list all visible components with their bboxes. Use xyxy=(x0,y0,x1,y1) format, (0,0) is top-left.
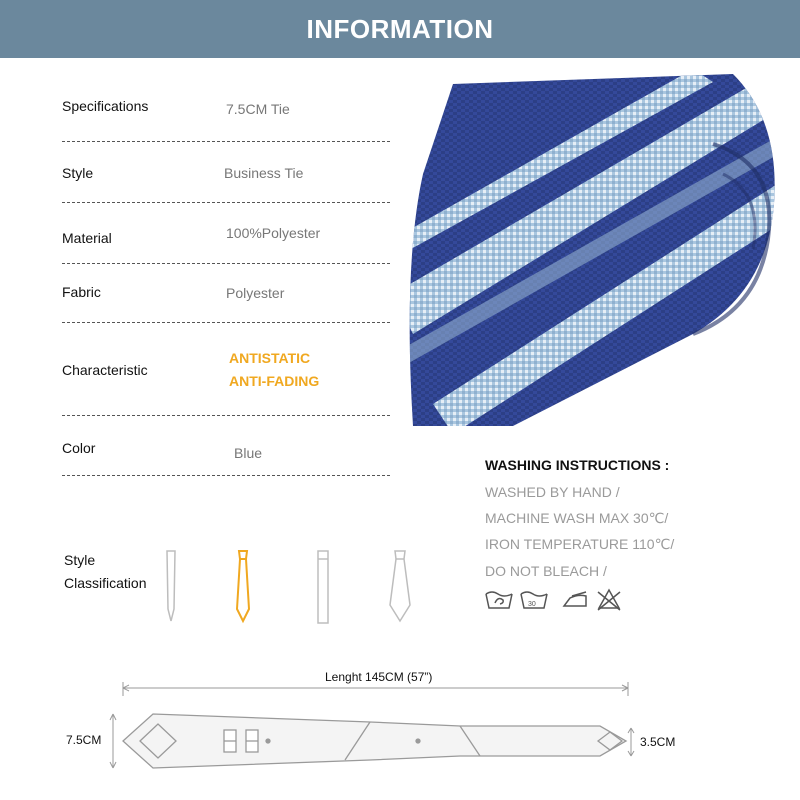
hand-wash-icon xyxy=(486,592,512,608)
spec-value-material: 100%Polyester xyxy=(226,225,321,241)
iron-temperature-text: IRON TEMPERATURE 110℃/ xyxy=(485,536,675,552)
narrow-end-width-label: 3.5CM xyxy=(640,735,676,749)
tie-product-photo xyxy=(393,64,800,426)
header-title: INFORMATION xyxy=(306,14,494,44)
machine-wash-text: MACHINE WASH MAX 30℃/ xyxy=(485,510,669,526)
spec-value-color: Blue xyxy=(234,445,263,461)
wide-end-width-label: 7.5CM xyxy=(66,733,102,747)
standard-tie-icon xyxy=(237,551,249,621)
style-label-line1: Style xyxy=(64,552,96,568)
divider xyxy=(62,202,390,203)
no-bleach-icon xyxy=(598,590,620,610)
divider xyxy=(62,475,390,476)
spec-value-antistatic: ANTISTATIC xyxy=(229,350,311,366)
spec-label-specifications: Specifications xyxy=(62,98,149,114)
washing-title: WASHING INSTRUCTIONS : xyxy=(485,457,670,473)
slim-tie-icon xyxy=(167,551,175,621)
no-bleach-text: DO NOT BLEACH / xyxy=(485,563,607,579)
info-header xyxy=(0,0,800,58)
wash-temp-text: 30 xyxy=(528,601,536,608)
spec-label-characteristic: Characteristic xyxy=(62,362,148,378)
spec-label-fabric: Fabric xyxy=(62,284,101,300)
spec-value-anti-fading: ANTI-FADING xyxy=(229,373,320,389)
spec-value-style: Business Tie xyxy=(224,165,304,181)
style-label-line2: Classification xyxy=(64,575,147,591)
length-label: Lenght 145CM (57”) xyxy=(325,670,433,684)
wide-tie-icon xyxy=(390,551,410,621)
divider xyxy=(62,322,390,323)
skinny-tie-icon xyxy=(318,551,328,623)
spec-label-style: Style xyxy=(62,165,94,181)
divider xyxy=(62,263,390,264)
divider xyxy=(62,415,390,416)
spec-label-color: Color xyxy=(62,440,96,456)
style-classification-icons xyxy=(150,545,420,631)
spec-value-fabric: Polyester xyxy=(226,285,285,301)
machine-wash-30-icon xyxy=(521,592,547,608)
tie-outline xyxy=(123,714,626,768)
care-icons xyxy=(484,584,624,614)
tie-dimension-diagram xyxy=(0,660,800,800)
divider xyxy=(62,141,390,142)
spec-label-material: Material xyxy=(62,230,112,246)
wash-hand-text: WASHED BY HAND / xyxy=(485,484,620,500)
style-classification-label xyxy=(64,549,146,595)
iron-icon xyxy=(564,592,586,606)
spec-value-specifications: 7.5CM Tie xyxy=(226,101,290,117)
